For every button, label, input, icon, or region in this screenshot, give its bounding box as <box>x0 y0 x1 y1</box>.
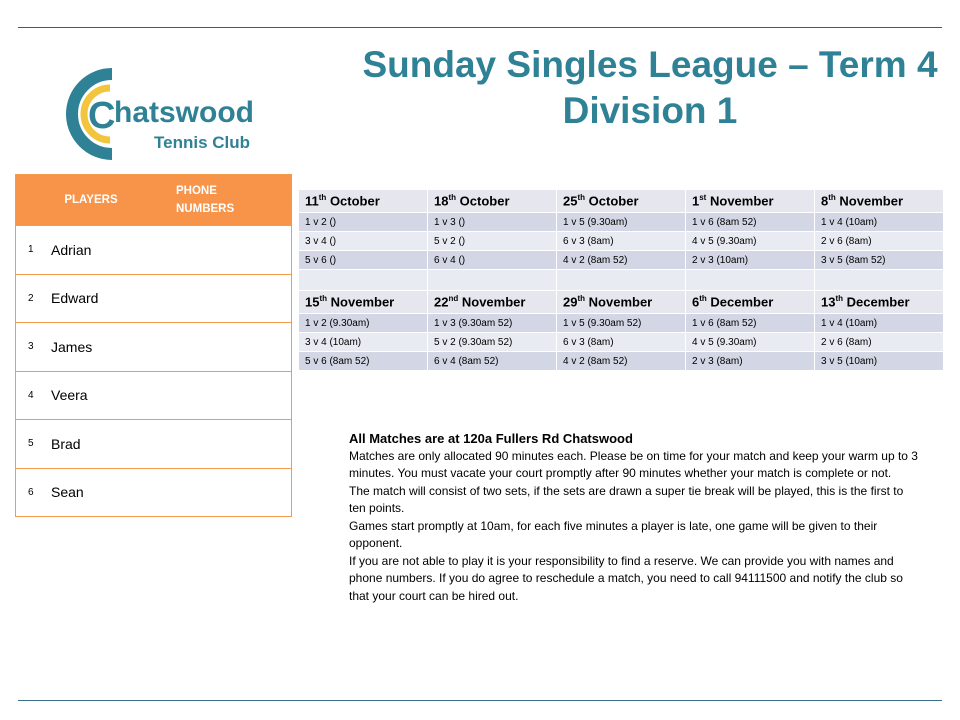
match-cell: 4 v 2 (8am 52) <box>557 352 686 371</box>
match-cell: 1 v 2 () <box>299 213 428 232</box>
date-header: 22nd November <box>428 291 557 314</box>
date-header: 13th December <box>815 291 944 314</box>
date-header: 25th October <box>557 190 686 213</box>
title-line-2: Division 1 <box>562 90 738 131</box>
player-row <box>16 468 291 517</box>
match-cell: 5 v 6 () <box>299 251 428 270</box>
match-row <box>299 213 944 232</box>
player-number: 1 <box>28 244 34 256</box>
info-heading: All Matches are at 120a Fullers Rd Chatswood <box>349 431 633 446</box>
player-name: Edward <box>51 290 99 307</box>
match-cell: 4 v 5 (9.30am) <box>686 333 815 352</box>
date-header: 8th November <box>815 190 944 213</box>
date-header: 1st November <box>686 190 815 213</box>
match-row <box>299 314 944 333</box>
match-cell: 2 v 6 (8am) <box>815 333 944 352</box>
match-cell: 1 v 4 (10am) <box>815 314 944 333</box>
player-number: 3 <box>28 341 34 353</box>
match-cell: 3 v 4 (10am) <box>299 333 428 352</box>
match-info <box>349 430 919 605</box>
date-header-row <box>299 190 944 213</box>
player-number: 6 <box>28 486 34 498</box>
match-row <box>299 232 944 251</box>
players-col-header: PLAYERS <box>64 194 118 206</box>
match-cell: 1 v 5 (9.30am) <box>557 213 686 232</box>
match-cell: 3 v 5 (8am 52) <box>815 251 944 270</box>
player-row <box>16 322 291 371</box>
spacer-row <box>299 270 944 291</box>
player-row <box>16 419 291 468</box>
phone-col-header: PHONE NUMBERS <box>176 185 235 215</box>
bottom-rule <box>18 700 942 701</box>
match-cell: 5 v 2 (9.30am 52) <box>428 333 557 352</box>
match-cell: 4 v 2 (8am 52) <box>557 251 686 270</box>
date-header: 6th December <box>686 291 815 314</box>
match-row <box>299 333 944 352</box>
match-cell: 1 v 6 (8am 52) <box>686 314 815 333</box>
match-cell: 2 v 3 (8am) <box>686 352 815 371</box>
match-cell: 1 v 4 (10am) <box>815 213 944 232</box>
player-number: 5 <box>28 438 34 450</box>
match-row <box>299 352 944 371</box>
match-cell: 5 v 6 (8am 52) <box>299 352 428 371</box>
players-table <box>15 174 292 517</box>
match-cell: 2 v 6 (8am) <box>815 232 944 251</box>
match-cell: 4 v 5 (9.30am) <box>686 232 815 251</box>
title-line-1: Sunday Singles League – Term 4 <box>362 44 938 85</box>
page-title <box>300 42 960 134</box>
match-cell: 3 v 4 () <box>299 232 428 251</box>
match-cell: 1 v 3 (9.30am 52) <box>428 314 557 333</box>
logo-name: hatswood <box>114 96 254 129</box>
match-cell: 3 v 5 (10am) <box>815 352 944 371</box>
match-cell: 6 v 4 () <box>428 251 557 270</box>
schedule-table <box>298 189 944 371</box>
top-rule <box>18 27 942 28</box>
date-header: 15th November <box>299 291 428 314</box>
info-paragraph: If you are not able to play it is your responsibility to find a reserve. We can provide you with names and phone numbers. If you do agree to reschedule a match, you need to call 94111500 and notify the club so that your court can be hired out. <box>349 553 903 603</box>
match-cell: 6 v 4 (8am 52) <box>428 352 557 371</box>
date-header: 11th October <box>299 190 428 213</box>
match-cell: 6 v 3 (8am) <box>557 333 686 352</box>
match-cell: 6 v 3 (8am) <box>557 232 686 251</box>
player-row <box>16 371 291 420</box>
info-paragraph: Games start promptly at 10am, for each five minutes a player is late, one game will be given to their opponent. <box>349 518 878 550</box>
date-header: 18th October <box>428 190 557 213</box>
match-cell: 1 v 5 (9.30am 52) <box>557 314 686 333</box>
match-row <box>299 251 944 270</box>
player-row <box>16 225 291 274</box>
player-number: 4 <box>28 389 34 401</box>
player-number: 2 <box>28 292 34 304</box>
player-name: Brad <box>51 435 81 452</box>
match-cell: 2 v 3 (10am) <box>686 251 815 270</box>
match-cell: 1 v 2 (9.30am) <box>299 314 428 333</box>
player-name: Veera <box>51 387 88 404</box>
match-cell: 1 v 6 (8am 52) <box>686 213 815 232</box>
logo-graphic <box>62 66 292 160</box>
player-name: James <box>51 338 93 355</box>
player-row <box>16 274 291 323</box>
match-cell: 5 v 2 () <box>428 232 557 251</box>
player-name: Sean <box>51 484 84 501</box>
logo-letter: C <box>88 95 116 137</box>
match-cell: 1 v 3 () <box>428 213 557 232</box>
date-header-row <box>299 291 944 314</box>
player-name: Adrian <box>51 241 92 258</box>
info-paragraph: Matches are only allocated 90 minutes each. Please be on time for your match and keep your warm up to 3 minutes. You must vacate your court promptly after 90 minutes whether your match is complete or not. <box>349 448 918 480</box>
players-header <box>16 175 291 225</box>
info-paragraph: The match will consist of two sets, if the sets are drawn a super tie break will be played, this is the first to ten points. <box>349 483 904 515</box>
logo-sub: Tennis Club <box>154 133 251 152</box>
club-logo <box>62 66 292 160</box>
date-header: 29th November <box>557 291 686 314</box>
